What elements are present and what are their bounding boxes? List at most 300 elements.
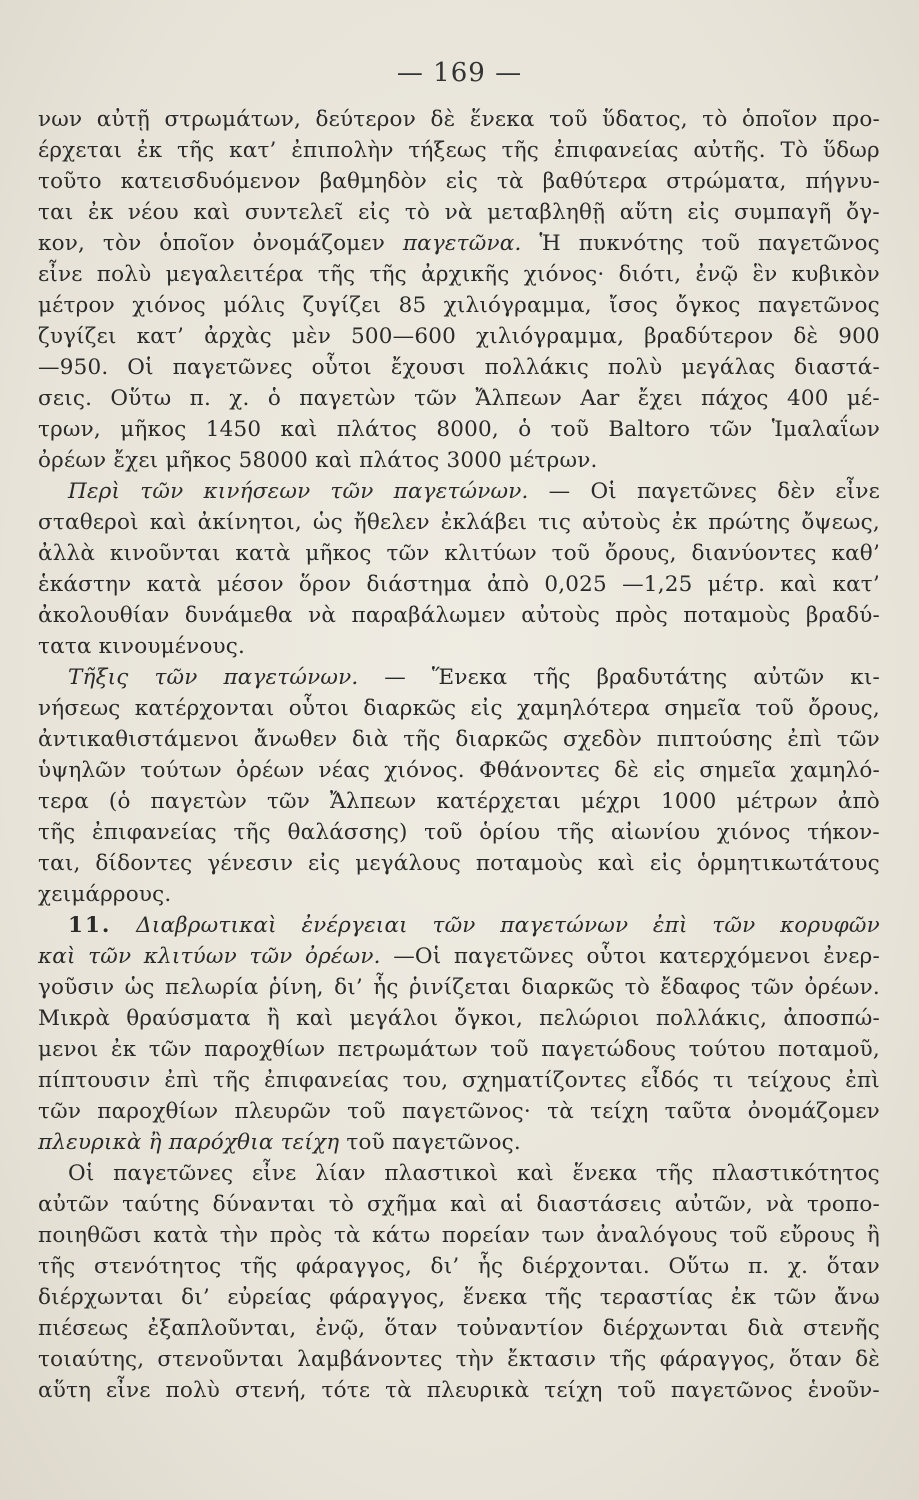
text-line <box>38 693 880 724</box>
word: τῆς <box>233 820 271 845</box>
word: καὶ <box>516 1161 554 1186</box>
word: πελώριοι <box>539 1006 640 1031</box>
word: τοῦ <box>347 1099 386 1124</box>
word: τοιαύτης, <box>38 1347 145 1372</box>
word: ἀντικαθιστάμενοι <box>38 727 240 752</box>
word: ἀρχικῆς <box>421 262 510 287</box>
word: οὗτοι <box>288 696 350 721</box>
word: τῆς <box>176 138 215 163</box>
word: 400 <box>786 386 829 411</box>
italic-word: Διαβρωτικαὶ <box>136 913 277 938</box>
word: ὡς <box>124 975 155 1000</box>
word: τις <box>538 510 572 535</box>
word: ὡς <box>312 510 343 535</box>
word: τὴν <box>455 1347 495 1372</box>
word: ὕδωρ <box>822 138 880 163</box>
word: τῆς <box>239 1254 278 1279</box>
word: εἰς <box>653 758 686 783</box>
word: τῶν <box>773 1285 817 1310</box>
word: τήκον- <box>807 820 880 845</box>
text-line <box>38 135 880 166</box>
word: ὄψεως, <box>801 510 880 535</box>
word: τοῦ <box>755 696 794 721</box>
word: φάραγγος, <box>329 1285 446 1310</box>
word: ἀναλόγους <box>596 1223 718 1248</box>
word: πιπτούσης <box>656 727 773 752</box>
word: ὀνομάζομεν <box>747 1099 880 1124</box>
word: τοῦ <box>490 1037 529 1062</box>
word: ἐπὶ <box>164 1068 200 1093</box>
word: παγετῶνες <box>113 1161 234 1186</box>
word: ἴσος <box>609 293 659 318</box>
word: μέσον <box>216 572 284 597</box>
word: τῆς <box>655 1161 694 1186</box>
line-text: ὀρέων ἔχει μῆκος 58000 καὶ πλάτος 3000 μέτρων. <box>38 448 598 473</box>
word: ποταμοὺς <box>475 851 583 876</box>
word: γοῦσιν <box>38 975 115 1000</box>
word: πολὺ <box>607 355 663 380</box>
word: διαρκῶς <box>363 696 457 721</box>
word: 1000 <box>660 789 717 814</box>
word: τῆς <box>501 138 540 163</box>
word: ἀλλὰ <box>38 541 96 566</box>
text-line <box>38 848 880 879</box>
word: τὸ <box>624 975 650 1000</box>
word: Τὸ <box>780 138 809 163</box>
text-line <box>38 1034 880 1065</box>
text-line <box>38 910 880 941</box>
text-line <box>38 228 880 259</box>
word: ἐκ <box>671 510 698 535</box>
word: παγετῶνες <box>636 479 758 504</box>
italic-word: Περὶ <box>68 479 121 504</box>
italic-word: παγετώνων. <box>223 665 359 690</box>
word: τρων, <box>38 417 101 442</box>
word: συντελεῖ <box>244 200 344 225</box>
word: καὶ <box>149 510 187 535</box>
word: αἰωνίου <box>610 820 701 845</box>
word: 8000, <box>436 417 499 442</box>
word: δίδοντες <box>95 851 193 876</box>
word: π. <box>747 1254 770 1279</box>
word: εἰς <box>358 200 391 225</box>
word: κατὰ <box>153 1223 209 1248</box>
body-text <box>38 104 880 1406</box>
word: λαμβάνοντες <box>297 1347 443 1372</box>
word: καὶ <box>450 1192 488 1217</box>
word: ται <box>38 200 74 225</box>
word: παροχθίων <box>204 1037 326 1062</box>
word: βραδύτερον <box>644 324 774 349</box>
word: τῶν <box>266 789 311 814</box>
word: μεγάλοι <box>349 1006 439 1031</box>
word: τούτου <box>688 1037 766 1062</box>
word: τὸν <box>102 231 142 256</box>
text-line <box>38 817 880 848</box>
word: αὕτη <box>38 1378 92 1403</box>
word: ῥινίζεται <box>409 975 512 1000</box>
word: χ. <box>229 386 250 411</box>
word: κατὰ <box>146 572 202 597</box>
word: ἔδαφος <box>660 975 741 1000</box>
text-line <box>38 414 880 445</box>
word: διέρχωνται <box>38 1285 164 1310</box>
word: π. <box>189 386 211 411</box>
text-line <box>38 352 880 383</box>
word: σχηματίζοντες <box>462 1068 627 1093</box>
text-line <box>38 1344 880 1375</box>
word: διὰ <box>351 727 389 752</box>
word: τοῦ <box>701 231 741 256</box>
word: στρώματα, <box>666 169 787 194</box>
word: ὅταν <box>384 1316 438 1341</box>
text-line <box>38 1313 880 1344</box>
italic-word: ὀρέων. <box>304 944 381 969</box>
word: 500—600 <box>351 324 456 349</box>
word: τούτων <box>140 758 222 783</box>
word: νέου <box>127 200 179 225</box>
word: κι- <box>850 665 880 690</box>
word: ὅρον <box>298 572 352 597</box>
word: ποταμοῦ, <box>778 1037 880 1062</box>
word: παγετῶνος <box>670 1378 793 1403</box>
text-line <box>38 290 880 321</box>
word: δυνάμεθα <box>184 603 293 628</box>
word: —950. <box>38 355 109 380</box>
word: Ἡ <box>539 231 561 256</box>
word: διὰ <box>747 1316 784 1341</box>
text-line <box>38 662 880 693</box>
word: νὰ <box>444 200 473 225</box>
word: ποιηθῶσι <box>38 1223 142 1248</box>
word: ὀρέων <box>236 758 305 783</box>
word: —1,25 <box>622 572 693 597</box>
word: πελωρία <box>165 975 259 1000</box>
word: τοῦ <box>549 107 588 132</box>
word: κον, <box>38 231 86 256</box>
word: παγετῶνος <box>758 293 880 318</box>
word: κατεισδυόμενον <box>120 169 301 194</box>
word: τὸ <box>404 200 431 225</box>
word: καὶ <box>780 572 818 597</box>
word: ἄνω <box>834 1285 880 1310</box>
italic-word: Τῆξις <box>68 665 129 690</box>
word: σημεῖα <box>699 758 777 783</box>
word: δι’ <box>334 975 363 1000</box>
text-line <box>38 1127 880 1158</box>
word: νὰ <box>308 603 337 628</box>
word: καὶ <box>193 200 231 225</box>
word: τῶν <box>386 541 430 566</box>
word: αἱ <box>500 1192 524 1217</box>
word: τεραστίας <box>599 1285 714 1310</box>
word: ὁρίου <box>479 820 541 845</box>
word: ἀπὸ <box>487 572 530 597</box>
word: στενῆς <box>803 1316 880 1341</box>
word: ἀπὸ <box>837 789 880 814</box>
word: δὲ <box>614 758 639 783</box>
word: παγετὼν <box>299 386 396 411</box>
word: χαμηλότερα <box>516 696 651 721</box>
word: αὐτῶν, <box>674 1192 753 1217</box>
word: πορείαν <box>441 1223 531 1248</box>
word: αὐτοὺς <box>521 603 600 628</box>
word: οὗτοι <box>311 355 372 380</box>
word: ὀρέων. <box>804 975 880 1000</box>
word: ταύτης <box>122 1192 200 1217</box>
word: — <box>548 479 571 504</box>
word: πλαστικοὶ <box>384 1161 499 1186</box>
word: ἔχει <box>637 386 683 411</box>
word: τοῦτο <box>38 169 102 194</box>
word: κινοῦνται <box>109 541 221 566</box>
word: μὲν <box>291 324 332 349</box>
italic-word: παγετώνων <box>500 913 629 938</box>
word: φάραγγος, <box>295 1254 412 1279</box>
word: 0,025 <box>544 572 607 597</box>
word: ταῦτα <box>664 1099 732 1124</box>
word: ἐπιφανείας <box>553 138 679 163</box>
word: έρχεται <box>38 138 123 163</box>
word: πολὺ <box>96 262 152 287</box>
word: αὐτῆς. <box>693 138 766 163</box>
word: ἑκάστην <box>38 572 132 597</box>
word: εἶδός <box>640 1068 700 1093</box>
word: μῆκος <box>120 417 187 442</box>
word: χιόνος <box>716 820 791 845</box>
word: πρώτης <box>708 510 791 535</box>
word: ται, <box>38 851 81 876</box>
word: δι’ <box>181 1285 210 1310</box>
word: ὄρους, <box>808 696 880 721</box>
word: χιόνος· <box>523 262 605 287</box>
text-line <box>38 600 880 631</box>
word: ἑνοῦν- <box>807 1378 880 1403</box>
word: Ἄλπεων <box>329 789 417 814</box>
word: διαρκῶς <box>455 727 549 752</box>
word: ἀρχὰς <box>204 324 272 349</box>
word: ὁποῖον <box>159 231 235 256</box>
text-line <box>38 383 880 414</box>
word: Μικρὰ <box>38 1006 111 1031</box>
word: τῆς <box>533 665 571 690</box>
word: τὰ <box>547 1099 574 1124</box>
word: τῆς <box>556 820 595 845</box>
word: γένεσιν <box>207 851 294 876</box>
word: τὰ <box>496 169 524 194</box>
word: παροχθίων <box>97 1099 219 1124</box>
word: νὰ <box>765 1192 794 1217</box>
word: Ἕνεκα <box>431 665 508 690</box>
word: ποταμοὺς <box>683 603 791 628</box>
word: τι <box>712 1068 734 1093</box>
word: ὅταν <box>788 1347 843 1372</box>
word: τῆς <box>609 1347 647 1372</box>
line-text: τοῦ παγετῶνος. <box>346 1130 521 1155</box>
word: διαρκῶς <box>521 975 615 1000</box>
word: ἐνερ- <box>823 944 880 969</box>
word: πρὸς <box>269 1223 323 1248</box>
word: ἀκίνητοι, <box>197 510 302 535</box>
text-line <box>38 879 880 910</box>
word: Οἱ <box>127 355 154 380</box>
word: εἰς <box>649 851 683 876</box>
word: ἐκ <box>110 1037 137 1062</box>
word: δύνανται <box>212 1192 316 1217</box>
text-line <box>38 166 880 197</box>
word: πιέσεως <box>38 1316 129 1341</box>
word: ὄγ- <box>846 200 880 225</box>
word: κατέρχεται <box>436 789 561 814</box>
word: ἔκτασιν <box>507 1347 597 1372</box>
word: φάραγγος, <box>659 1347 776 1372</box>
word: ἐξαπλοῦνται, <box>147 1316 297 1341</box>
word: βαθύτερα <box>542 169 648 194</box>
word: τότε <box>321 1378 371 1403</box>
word: 900 <box>838 324 880 349</box>
text-line <box>38 631 880 662</box>
text-line <box>38 724 880 755</box>
word: τῶν <box>148 1037 192 1062</box>
word: κατὰ <box>235 541 291 566</box>
word: κατ’ <box>832 572 880 597</box>
word: κλιτύων <box>444 541 537 566</box>
word: ἕνεκα <box>462 1285 528 1310</box>
word: δὲ <box>430 107 456 132</box>
word: τῆς <box>369 262 407 287</box>
word: εἰς <box>445 169 479 194</box>
word: δεύτερον <box>315 107 416 132</box>
word: Φθάνοντες <box>478 758 600 783</box>
word: τῶν <box>751 975 795 1000</box>
word: τῶν <box>836 727 880 752</box>
text-line <box>38 259 880 290</box>
text-line <box>38 321 880 352</box>
word: ἔχουσι <box>390 355 466 380</box>
word: τήξεως <box>408 138 487 163</box>
word: διότι, <box>618 262 682 287</box>
word: θαλάσσης) <box>287 820 408 845</box>
word: ἄνωθεν <box>253 727 338 752</box>
word: προ- <box>832 107 880 132</box>
word: τῶν <box>414 386 458 411</box>
word: μεγάλας <box>681 355 776 380</box>
text-line <box>38 1003 880 1034</box>
word: τοῦ <box>551 541 591 566</box>
word: 85 <box>398 293 427 318</box>
word: διανύοντες <box>691 541 817 566</box>
word: ἧς <box>477 1254 504 1279</box>
word: τείχη <box>590 1099 649 1124</box>
word: δὲ <box>855 1347 880 1372</box>
word: εἰς <box>687 200 720 225</box>
word: μῆκος <box>305 541 372 566</box>
italic-word: παγετῶνα. <box>402 231 522 256</box>
word: τοῦ <box>729 1223 768 1248</box>
word: τῶν <box>38 1099 82 1124</box>
word: καὶ <box>280 417 318 442</box>
italic-word: ἐνέργειαι <box>301 913 408 938</box>
word: σχῆμα <box>367 1192 438 1217</box>
word: κυβικὸν <box>791 262 880 287</box>
word: νων <box>38 107 83 132</box>
word: ὁρμητικωτάτους <box>696 851 880 876</box>
word: τὸ <box>702 107 728 132</box>
word: πίπτουσιν <box>38 1068 151 1093</box>
word: ὁ <box>518 417 532 442</box>
word: Οἱ <box>68 1161 95 1186</box>
word: Baltoro <box>608 417 691 442</box>
word: οὗτοι <box>586 944 647 969</box>
word: αὕτη <box>619 200 673 225</box>
italic-word: τῶν <box>154 665 198 690</box>
text-line <box>38 1189 880 1220</box>
text-line <box>38 1375 880 1406</box>
word: σχεδὸν <box>562 727 642 752</box>
text-line <box>38 569 880 600</box>
word: πρὸς <box>615 603 668 628</box>
word: τὰ <box>385 1378 412 1403</box>
word: ἕνεκα <box>572 1161 638 1186</box>
word: κατερχόμενοι <box>659 944 811 969</box>
word: τοῦ <box>424 820 463 845</box>
word: εἶνε <box>835 479 880 504</box>
word: τὰ <box>333 1223 361 1248</box>
word: πλευρικὰ <box>426 1378 530 1403</box>
word: ἐνῷ <box>695 262 739 287</box>
word: μεταβληθῇ <box>487 200 606 225</box>
word: ἐκ <box>730 1285 757 1310</box>
italic-word: καὶ <box>38 944 76 969</box>
word: τῆς <box>38 1254 76 1279</box>
word: 1450 <box>205 417 262 442</box>
word: δὲ <box>793 324 819 349</box>
text-line <box>38 476 880 507</box>
word: καὶ <box>296 1006 334 1031</box>
word: —Οἱ <box>393 944 442 969</box>
word: παγετὼν <box>150 789 248 814</box>
word: βαθμηδὸν <box>319 169 427 194</box>
word: ἐκλάβει <box>440 510 528 535</box>
word: πολὺ <box>165 1378 221 1403</box>
page-number: — 169 — <box>396 58 523 88</box>
word: ἐπιφανείας <box>264 1068 389 1093</box>
word: νέας <box>318 758 371 783</box>
word: διαστά- <box>794 355 880 380</box>
word: παγετώδους <box>541 1037 677 1062</box>
word: ὕδατος, <box>602 107 688 132</box>
word: σημεῖα <box>664 696 742 721</box>
word: τοῦ <box>550 417 590 442</box>
word: δὲν <box>777 479 816 504</box>
text-line <box>38 1065 880 1096</box>
word: τῶν <box>709 417 753 442</box>
word: τείχους <box>747 1068 832 1093</box>
word: πολλάκις, <box>655 1006 768 1031</box>
word: ῥίνη, <box>268 975 324 1000</box>
word: ἓν <box>752 262 778 287</box>
text-line <box>38 1096 880 1127</box>
word: δι’ <box>430 1254 460 1279</box>
word: πήγνυ- <box>805 169 880 194</box>
word: πλάτος <box>336 417 418 442</box>
word: καθ’ <box>831 541 880 566</box>
word: Οὕτω <box>668 1254 730 1279</box>
word: εἶνε <box>38 262 83 287</box>
text-line <box>38 755 880 786</box>
word: Ἄλπεων <box>475 386 562 411</box>
word: θραύσματα <box>126 1006 251 1031</box>
